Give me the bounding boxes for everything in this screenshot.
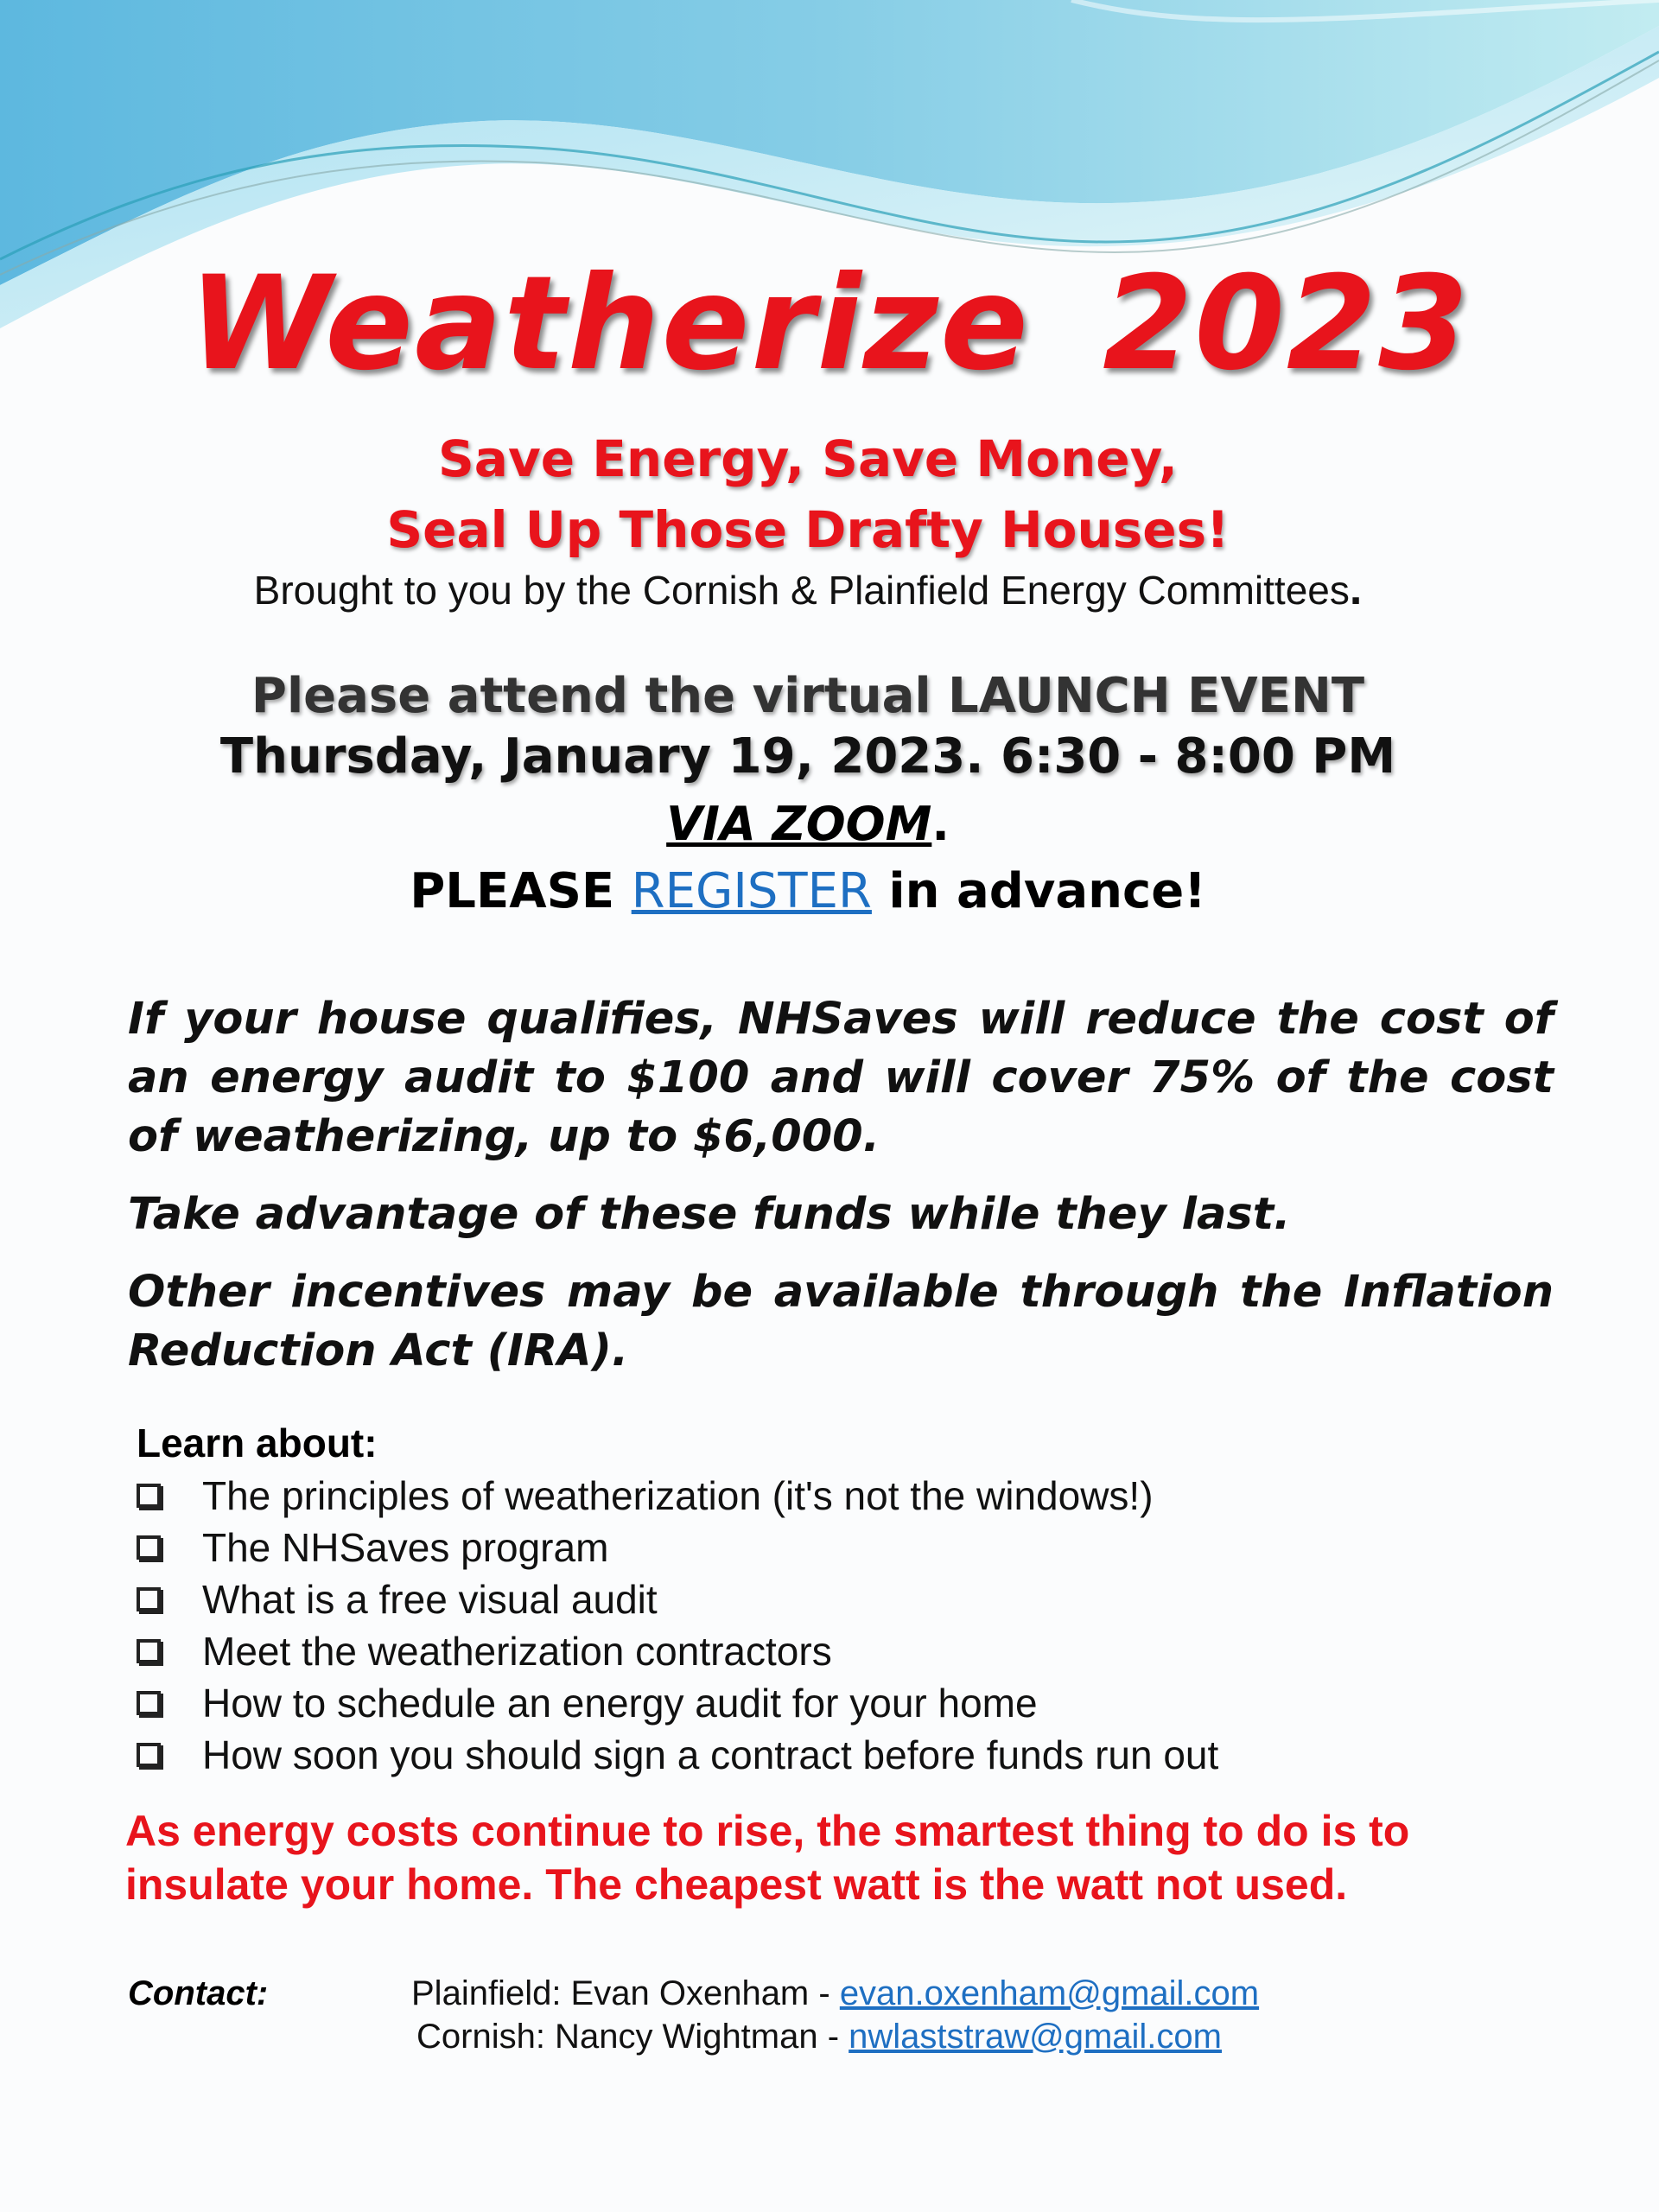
via-zoom-period: . — [931, 797, 950, 851]
list-item-text: Meet the weatherization contractors — [202, 1629, 832, 1674]
list-item — [137, 1625, 1218, 1677]
via-zoom-text: VIA ZOOM — [666, 797, 932, 851]
contact-label: Contact: — [128, 1974, 269, 2012]
checkbox-icon — [137, 1535, 161, 1560]
byline-text: Brought to you by the Cornish & Plainfield Energy Committees — [253, 568, 1350, 613]
list-item-text: How soon you should sign a contract before funds run out — [202, 1732, 1219, 1777]
checkbox-icon — [137, 1484, 161, 1508]
byline-period: . — [1349, 564, 1363, 614]
list-item-text: How to schedule an energy audit for your home — [202, 1681, 1038, 1726]
page-title: Weatherize 2023 — [188, 249, 1471, 399]
list-item-text: The NHSaves program — [202, 1525, 609, 1570]
event-via-zoom — [0, 795, 1616, 854]
learn-about-list — [137, 1470, 1218, 1781]
checkbox-icon — [137, 1691, 161, 1715]
checkbox-icon — [137, 1639, 161, 1663]
list-item-text: The principles of weatherization (it's not the windows!) — [202, 1473, 1154, 1518]
checkbox-icon — [137, 1587, 161, 1611]
contact-plainfield — [411, 1972, 1259, 2015]
list-item — [137, 1470, 1218, 1522]
register-link[interactable]: REGISTER — [631, 863, 872, 919]
tagline-line-1: Save Energy, Save Money, — [438, 429, 1178, 488]
register-line — [0, 862, 1616, 921]
contact-cornish-name: Cornish: Nancy Wightman - — [416, 2018, 849, 2056]
cornish-email-link[interactable]: nwlaststraw@gmail.com — [849, 2018, 1222, 2056]
list-item — [137, 1729, 1218, 1781]
closing-statement: As energy costs continue to rise, the smartest thing to do is to insulate your home. The cheapest watt is the watt not used. — [125, 1807, 1410, 1909]
list-item — [137, 1677, 1218, 1729]
list-item-text: What is a free visual audit — [202, 1577, 658, 1622]
event-date-time: Thursday, January 19, 2023. 6:30 - 8:00 PM — [219, 728, 1396, 785]
paragraph-funds: Take advantage of these funds while they last. — [128, 1189, 1291, 1240]
list-item — [137, 1522, 1218, 1573]
register-suffix: in advance! — [871, 863, 1206, 919]
contact-cornish — [416, 2015, 1222, 2058]
event-announcement: Please attend the virtual LAUNCH EVENT — [251, 668, 1365, 724]
learn-about-heading: Learn about: — [137, 1421, 378, 1465]
paragraph-nhsaves: If your house qualifies, NHSaves will reduce the cost of an energy audit to $100 and will cover 75% of the cost of weatherizing, up to $6,000. — [128, 994, 1554, 1162]
contact-plainfield-name: Plainfield: Evan Oxenham - — [411, 1974, 840, 2012]
tagline-line-2: Seal Up Those Drafty Houses! — [386, 500, 1230, 559]
paragraph-ira: Other incentives may be available through the Inflation Reduction Act (IRA). — [128, 1267, 1554, 1376]
list-item — [137, 1573, 1218, 1625]
byline — [0, 565, 1616, 614]
checkbox-icon — [137, 1743, 161, 1767]
plainfield-email-link[interactable]: evan.oxenham@gmail.com — [839, 1974, 1260, 2012]
register-prefix: PLEASE — [410, 863, 632, 919]
